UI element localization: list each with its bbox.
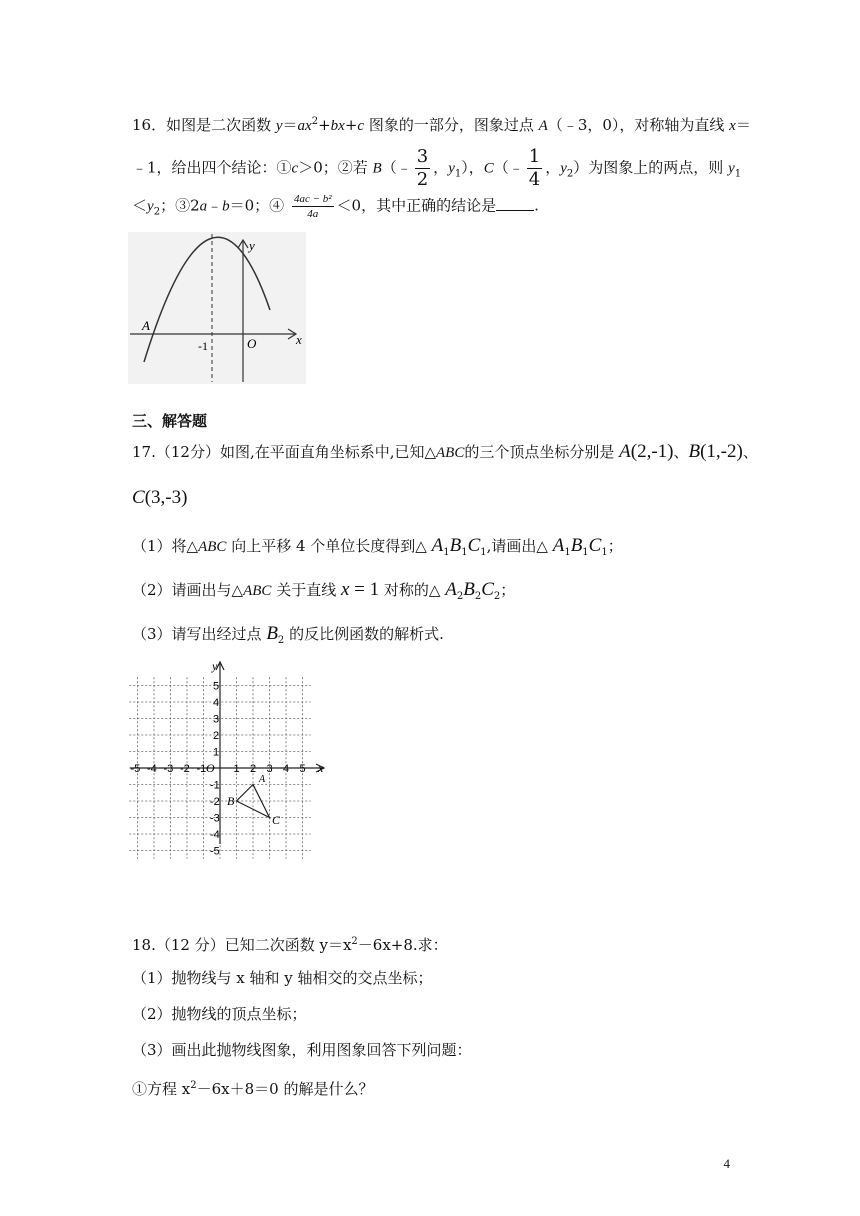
y-tick-label: 3 [213,713,220,726]
y-tick-label: 5 [213,680,220,693]
vertex-a-label: A [259,774,266,785]
answer-blank [496,196,534,211]
x-tick-label: -1 [196,763,207,775]
y-tick-label: 4 [213,697,220,709]
q17-sub-1: （1）将△ABC 向上平移 4 个单位长度得到△ $A_1B_1C_1$,请画出△ $A_1B_1C_1$； [132,535,623,558]
fraction-3-over-2: $\frac{3}{2}$ [416,146,429,190]
x-tick-label: -4 [147,763,157,775]
y-label: y [249,238,255,253]
y-tick-label: -5 [210,845,220,858]
q18-line-5: ①方程 $x^2-6x+8=0$ 的解是什么？ [132,1080,374,1098]
y-label: y [212,659,218,673]
y-tick-label: 1 [213,746,220,759]
x-tick-label: 4 [283,763,290,775]
x-tick-label: 1 [233,763,240,775]
y-tick-label: -1 [210,779,220,792]
y-tick-label: -4 [210,829,220,841]
x-label: x [296,332,302,347]
vertex-c-label: C [272,813,281,827]
q17-line-1: 17.（12分）如图,在平面直角坐标系中,已知△ABC的三个顶点坐标分别是 A(2,-1)、B(1,-2)、 [132,441,758,462]
section-heading: 三、解答题 [132,412,208,430]
x-label: x [318,761,324,775]
q18-line-1: 18.（12 分）已知二次函数 $y=x^2-6x+8$.求： [132,936,448,954]
point-a-label: A [142,318,150,333]
q16-line-2: ﹣1，给出四个结论：①c＞0；②若 B（﹣ $\frac{3}{2}$ ，$y_1$），C（﹣ $\frac{1}{4}$ ，$y_2$）为图象上的两点，则 $y_1$ [132,146,742,190]
coordinate-grid-figure [128,658,328,858]
origin-label: O [247,336,257,351]
q17-sub-2: （2）请画出与△ABC 关于直线 x = 1 对称的△ $A_2B_2C_2$； [132,579,516,602]
q18-line-3: （2）抛物线的顶点坐标； [132,1005,307,1023]
x-tick-label: 3 [266,763,273,775]
x-tick-label: -2 [180,763,190,775]
fraction-vertex-expression: $\frac{\text{4ac − b²}}{4a}$ [293,193,332,220]
y-tick-label: 2 [213,730,220,742]
figure-background [128,232,306,384]
q16-line-1: 16．如图是二次函数 $y=ax^2+bx+c$ 图象的一部分，图象过点 A（﹣3，0），对称轴为直线 x＝ [132,116,751,134]
q18-line-2: （1）抛物线与 x 轴和 y 轴相交的交点坐标； [132,969,433,987]
q18-line-4: （3）画出此抛物线图象，利用图象回答下列问题： [132,1041,472,1059]
x-tick-label: 5 [299,763,306,775]
q17-sub-3: （3）请写出经过点 $B_2$ 的反比例函数的解析式. [132,623,444,646]
origin-label: O [206,761,215,775]
tick-labels [131,681,306,858]
parabola-figure [128,232,306,384]
x-tick-label: 2 [250,763,257,775]
page-number: 4 [723,1156,730,1171]
q16-line-3: $<y_2$；③2a﹣b＝0；④ $\frac{\text{4ac − b²}}{4a}$ ＜0，其中正确的结论是 . [132,193,539,220]
y-tick-label: -2 [210,796,220,808]
q17-line-2: C(3,-3) [132,487,188,508]
y-tick-label: -3 [210,812,220,825]
fraction-1-over-4: $\frac{1}{4}$ [528,146,541,190]
neg-one-label: -1 [198,339,208,353]
x-tick-label: -5 [130,763,141,775]
x-tick-label: -3 [163,763,174,775]
vertex-b-label: B [227,794,235,808]
